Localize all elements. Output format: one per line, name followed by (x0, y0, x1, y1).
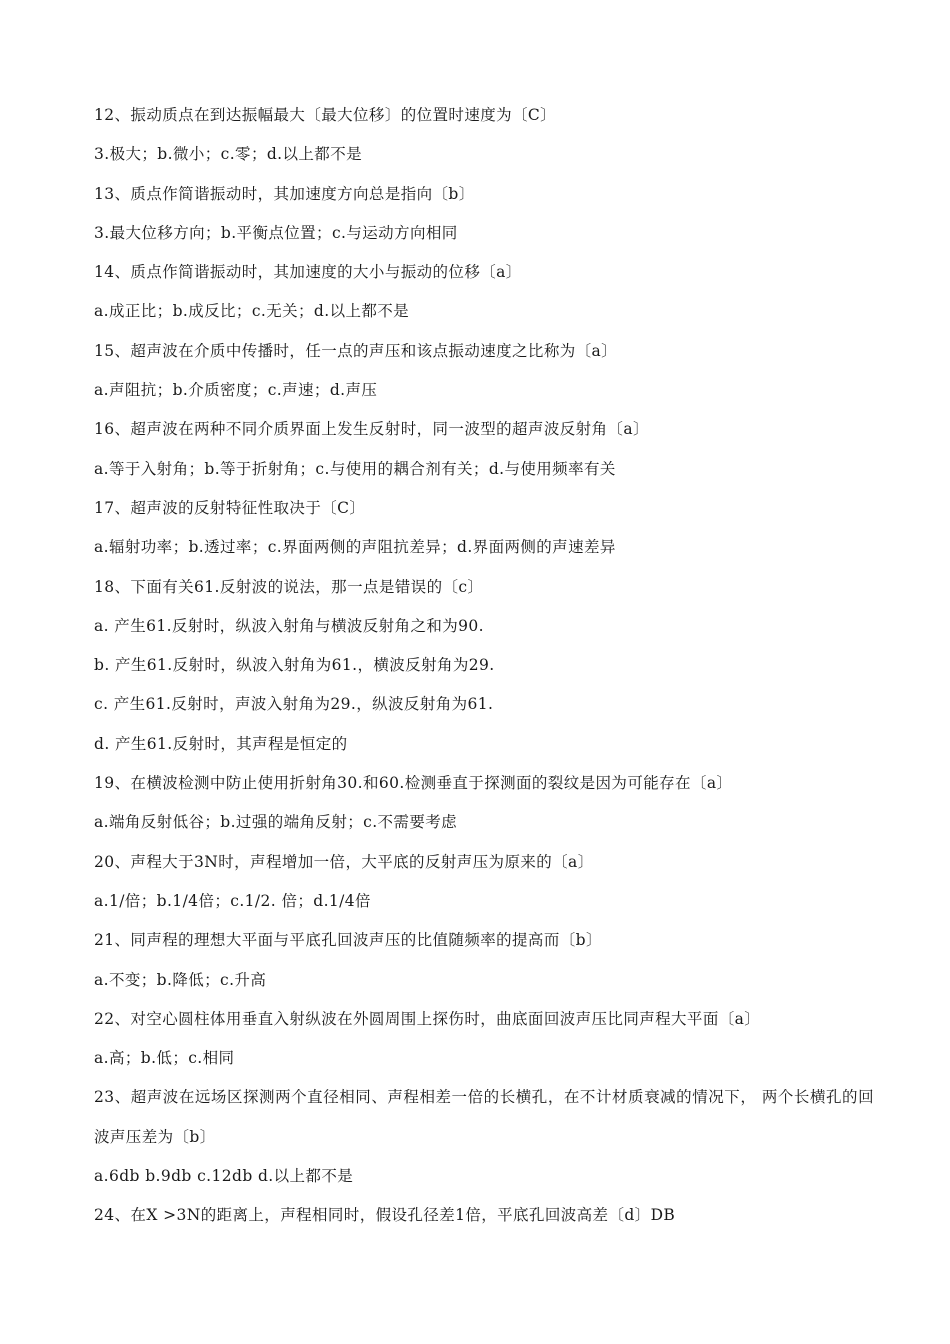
text-line: 12、振动质点在到达振幅最大〔最大位移〕的位置时速度为〔C〕 (94, 106, 557, 124)
text-line: 18、下面有关61.反射波的说法，那一点是错误的〔c〕 (94, 577, 484, 596)
text-line: a.辐射功率；b.透过率；c.界面两侧的声阻抗差异；d.界面两侧的声速差异 (94, 538, 616, 557)
text-line: a.不变；b.降低；c.升高 (94, 970, 267, 989)
text-line: a.等于入射角；b.等于折射角；c.与使用的耦合剂有关；d.与使用频率有关 (94, 459, 616, 478)
text-line: a.声阻抗；b.介质密度；c.声速；d.声压 (94, 381, 378, 400)
text-line: 13、质点作简谐振动时，其加速度方向总是指向〔b〕 (94, 184, 475, 203)
text-line: 15、超声波在介质中传播时，任一点的声压和该点振动速度之比称为〔a〕 (94, 341, 618, 360)
text-line: a.端角反射低谷；b.过强的端角反射；c.不需要考虑 (94, 813, 458, 832)
text-paragraph: 23、超声波在远场区探测两个直径相同、声程相差一倍的长横孔，在不计材质衰减的情况下， 两个长横孔的回波声压差为〔b〕 (94, 1088, 874, 1146)
text-line: 19、在横波检测中防止使用折射角30.和60.检测垂直于探测面的裂纹是因为可能存在〔a〕 (94, 774, 733, 793)
text-line: a.成正比；b.成反比；c.无关；d.以上都不是 (94, 302, 410, 321)
text-line: c. 产生61.反射时，声波入射角为29.，纵波反射角为61. (94, 695, 494, 714)
text-line: 24、在X >3N的距离上，声程相同时，假设孔径差1倍，平底孔回波高差〔d〕DB (94, 1206, 676, 1225)
text-line: a. 产生61.反射时，纵波入射角与横波反射角之和为90. (94, 616, 484, 635)
text-line: d. 产生61.反射时，其声程是恒定的 (94, 734, 348, 753)
question-list (94, 96, 874, 1236)
text-line: a.1/倍；b.1/4倍；c.1/2. 倍；d.1/4倍 (94, 891, 371, 910)
text-line: 17、超声波的反射特征性取决于〔C〕 (94, 498, 366, 517)
text-line: 3.极大；b.微小；c.零；d.以上都不是 (94, 145, 362, 164)
text-line: a.6db b.9db c.12db d.以上都不是 (94, 1167, 354, 1186)
text-line: 16、超声波在两种不同介质界面上发生反射时，同一波型的超声波反射角〔a〕 (94, 420, 649, 439)
text-line: 3.最大位移方向；b.平衡点位置；c.与运动方向相同 (94, 223, 458, 242)
text-line: 22、对空心圆柱体用垂直入射纵波在外圆周围上探伤时，曲底面回波声压比同声程大平面〔a〕 (94, 1009, 761, 1028)
text-line: a.高；b.低；c.相同 (94, 1049, 235, 1068)
text-line: 21、同声程的理想大平面与平底孔回波声压的比值随频率的提高而〔b〕 (94, 931, 602, 950)
text-line: 14、质点作简谐振动时，其加速度的大小与振动的位移〔a〕 (94, 263, 522, 282)
text-line: 20、声程大于3N时，声程增加一倍，大平底的反射声压为原来的〔a〕 (94, 852, 594, 871)
text-line: b. 产生61.反射时，纵波入射角为61.，横波反射角为29. (94, 656, 495, 675)
